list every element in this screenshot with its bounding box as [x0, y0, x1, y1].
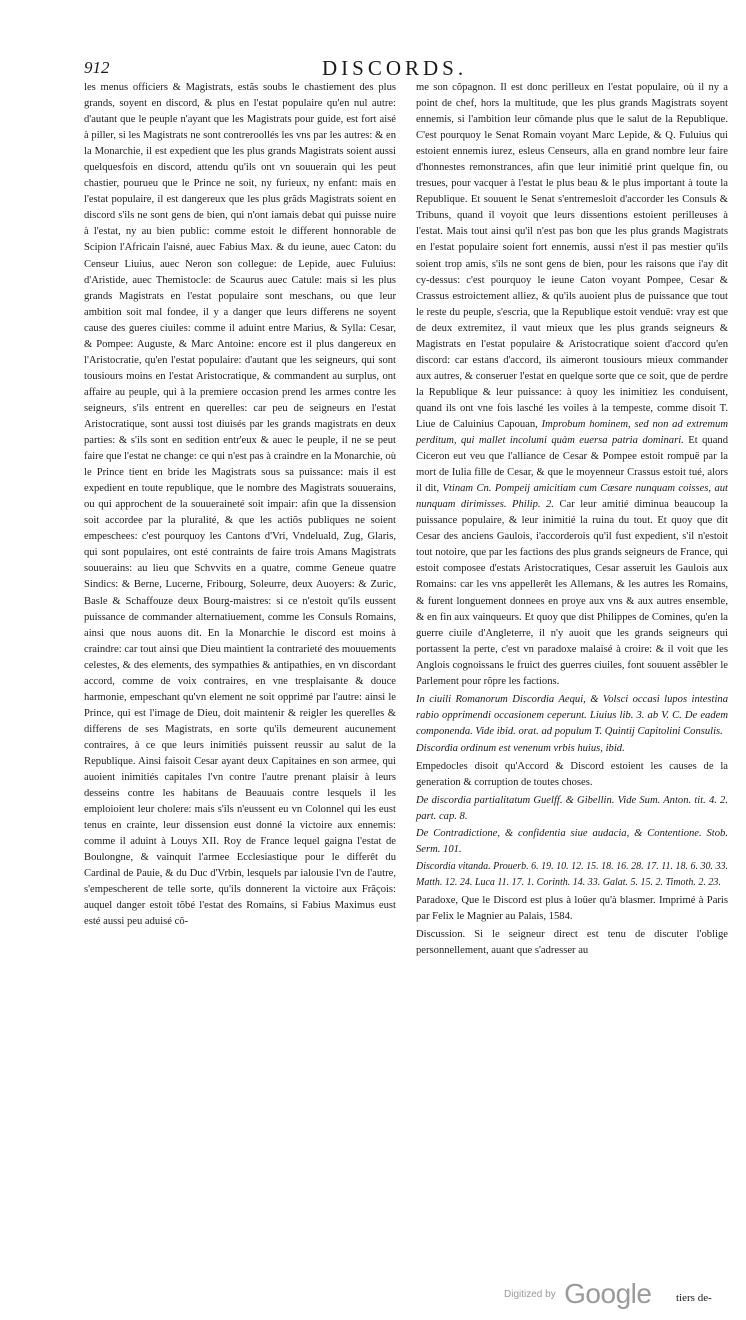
reference-guelff: De discordia partialitatum Guelff. & Gibellin. Vide Sum. Anton. tit. 4. 2. part. cap. 8. — [416, 795, 728, 823]
left-column-text: les menus officiers & Magistrats, estãs soubs le chastiement des plus grands, soyent en discord, & plus en l'estat populaire qu'en nul autre: d'autant que le peuple n'ayant que les Magistrats pour guide, est fort aisé à piller, si les Magistrats ne sont contreroollés les vns par les autres: & en la Monarchie, il est expedient que les plus grands Magistrats soient aussi quelquesfois en discord, attendu qu'ils ont vn souuerain qui les peut chastier, pourueu que le Prince ne soit, ny furieux, ny enfant: mais en l'estat populaire, il est dangereux que les plus grãds Magistrats soient en discord s'ils ne sont gens de bien, qui n'ont iamais debat qui puisse nuire à l'estat, ny au bien public: comme estoit le different honnorable de Scipion l'Africain l'aisné, auec Fabius Max. & du ieune, auec Caton: du Censeur Liuius, auec Neron son collegue: de Lepide, auec Fuluius: d'Aristide, auec Themistocle: de Scaurus auec Catule: mais si les plus grands Magistrats en l'estat populaire sont meschans, ou que leur ambition soit mal fondee, il y a danger que leurs differens ne soyent cause des gueres ciuiles: comme il aduint entre Marius, & Sylla: Cesar, & Pompee: Auguste, & Marc Antoine: encore est il plus dangereux en l'Aristocratie, qu'en l'estat populaire: d'autant que les seigneurs, qui sont tousiours moins en l'estat Aristocratique, & commandent au surplus, ont affaire au peuple, qui à la premiere occasion prend les armes contre les seigneurs, s'ils entrent en querelles: car peu de seigneurs en l'estat Aristocratique, sont aussi tost diuisés par les grands magistrats en deux parties: & s'ils sont en sedition entr'eux & auec le peuple, il ne se peut faire que l'estat ne change: ce qui n'est pas à craindre en la Monarchie, où le Prince tient en bride les Magistrats sous sa puissance: mais il est expedient en toute republique, que le nombre des Magistrats souuerains, ou qui approchent de la souueraineté soit impair: afin que la dissension soit accordee par la pluralité, & que les actiõs publiques ne soient empeschees: c'est pourquoy les Cantons d'Vri, Vndeluald, Zug, Glaris, qui sont populaires, ont esté contraints de faire trois Amans Magistrats souuerains: au lieu que Schvvits en a quatre, comme Geneue quatre Sindics: & Berne, Lucerne, Fribourg, Soleurre, deux Auoyers: & Zuric, Basle & Schaffouze deux Bourg-maistres: si ce n'estoit qu'ils eussent puissance de commander alternatiuement, comme les Consuls Romains, ainsi que nous auons dit. En la Monarchie le discord est moins à craindre: car tout ainsi que Dieu maintient la contrarieté des mouuements celestes, & des elements, des sympathies & antipathies, en vn discordant accord, comme de voix contraires, en vne tresplaisante & douce harmonie, empeschant qu'vn element ne soit opprimé par l'autre: ainsi le Prince, qui est l'image de Dieu, doit maintenir & reigler les querelles & differens de ses Magistrats, en sorte qu'ils demeurent aucunement contraires, à ce que leurs inimitiés puissent reussir au salut de la Republique. Ainsi faisoit Cesar ayant deux Capitaines en son armee, qui auoient inimitiés capitales l'vn contre l'autre prenant plaisir à leurs desseins contre les habitans de Beauuais contre lesquels il les emploioient leur cholere: mais s'ils n'eussent eu vn Colonnel qui les eust tenus en crainte, leur dissension eust donné la victoire aux ennemis: comme il aduint à Louys XII. Roy de France lequel gaigna l'estat de Boulongne, & vainquit l'armee Ecclesiastique pour le differêt du Cardinal de Pauie, & du Duc d'Vrbin, lesquels par ialousie l'vn de l'autre, s'empescherent de telle sorte, qu'ils donnerent la victoire aux Frãçois: auquel danger estoit tõbé l'estat des Romains, si Fabius Maximus eust esté aussi peu aduisé cõ- — [84, 82, 396, 928]
paragraph-paradoxe: Paradoxe, Que le Discord est plus à loüer qu'à blasmer. Imprimé à Paris par Felix le Magnier au Palais, 1584. — [416, 895, 728, 923]
digitized-watermark — [504, 1278, 651, 1310]
right-column-text — [416, 80, 728, 690]
running-head: DISCORDS. — [322, 56, 468, 80]
reference-contradictione: De Contradictione, & confidentia siue audacia, & Contentione. Stob. Serm. 101. — [416, 828, 728, 856]
left-column — [84, 80, 396, 930]
reference-livius: In ciuili Romanorum Discordia Aequi, & Volsci occasi lupos intestina rabio opprimendi occasionem ceperunt. Liuius lib. 3. ab V. C. De eadem componenda. Vide ibid. orat. ad populum T. Quintij Capitolini Consulis. — [416, 693, 728, 737]
google-logo: Google — [564, 1278, 652, 1309]
catchword: tiers de- — [676, 1292, 712, 1304]
right-body-1: me son cõpagnon. Il est donc perilleux en l'estat populaire, où il ny a point de chef, hors la multitude, que les plus grands Magistrats soyent ennemis, si l'ambition leur cõmande plus que le salut de la Republique. C'est pourquoy le Senat Romain voyant Marc Lepide, & Q. Fuluius qui estoient ennemis iurez, esleus Censeurs, alla en grand nombre leur faire d'honnestes remonstrances, afin que leur inimitié print quelque fin, ou tresues, pour vacquer à l'estat le plus beau & le plus important à toute la Republique. Et souuent le Senat s'entremesloit d'accorder les Consuls & Tribuns, quand il voyoit que leurs dissentions estoient perilleuses à l'estat. Mais tout ainsi qu'il n'est pas bon que les plus grands Magistrats en l'estat populaire soient fort ennemis, aussi n'est il pas mestier qu'ils soient trop amis, s'ils ne sont gens de bien, pour les raisons que i'ay dit cy-dessus: c'est pourquoy le ieune Caton voyant Pompee, Cesar & Crassus estroictement alliez, & qu'ils auoient plus de puissance que tout le reste du peuple, s'escria, que la Republique estoit venduë: vray est que de deux extremitez, il vaut mieux que les plus grands seigneurs & Magistrats en l'estat populaire & Aristocratique soient d'accord qu'en discord: car estans d'accord, ils aimeront tousiours mieux commander aux autres, & conseruer l'estat en quelque sorte que ce soit, que de perdre la Republique & leur puissance: à quoy les inimitiez les conduisent, quand ils ont vne fois lasché les voiles à la tempeste, comme disoit T. Liue de Caluinius Capouan, — [416, 82, 728, 430]
right-column — [416, 80, 728, 960]
paragraph-empedocles: Empedocles disoit qu'Accord & Discord estoient les causes de la generation & corruption de toutes choses. — [416, 760, 728, 789]
right-body-3: Car leur amitié diminua beaucoup la puissance populaire, & leur inimitié la ruina du tout. Et quoy que dit Cesar des anciens Gaulois, i'accorderois qu'il fust expedient, s'il n'estoit tout notoire, que par les factions des plus grands seigneurs de France, qui estoit composee d'estats Aristocratiques, Cesar asseruit les Gaulois aux Romains: car les vns appellerêt les Allemans, & les autres les Romains, & furent longuement donnees en proye aux vns & aux autres ensemble, & en fin aux vainqueurs. Et quoy que dist Philippes de Comines, qu'en la guerre ciuile d'Angleterre, il n'y auoit que les grands seigneurs qui portassent la perte, c'est vn paradoxe malaisé à croire: & il voit que les Anglois cognoissans le fruict des guerres ciuiles, font souuent assẽbler le Parlement pour rõpre les factions. — [416, 499, 729, 687]
reference-discordia-vitanda: Discordia vitanda. Prouerb. 6. 19. 10. 12. 15. 18. 16. 28. 17. 11. 18. 6. 30. 33. Matth. 12. 24. Luca 11. 17. 1. Corinth. 14. 33. Galat. 5. 15. 2. Timoth. 2. 23. — [416, 861, 728, 889]
paragraph-discussion: Discussion. Si le seigneur direct est tenu de discuter l'oblige personnellement, auant que s'adresser au — [416, 929, 728, 957]
page-header — [84, 56, 714, 82]
right-body-2: Et quand Ciceron eut veu que l'alliance de Cesar & Pompee estoit rompuë par la mort de Iulia fille de Cesar, & que le moyenneur Crassus estoit tué, alors il dit, — [416, 435, 728, 495]
quote-cicero: Vtinam Cn. Pompeij amicitiam cum Cæsare nunquam coisses, aut nunquam dirimisses. Philip. 2. — [416, 483, 728, 511]
reference-discordia-ordinum: Discordia ordinum est venenum vrbis huius, ibid. — [416, 742, 625, 754]
quote-livy: Improbum hominem, sed non ad extremum perditum, qui mallet incolumi quàm euersa patria dominari. — [416, 418, 728, 447]
page-number: 912 — [84, 58, 110, 77]
watermark-prefix: Digitized by — [504, 1288, 556, 1300]
